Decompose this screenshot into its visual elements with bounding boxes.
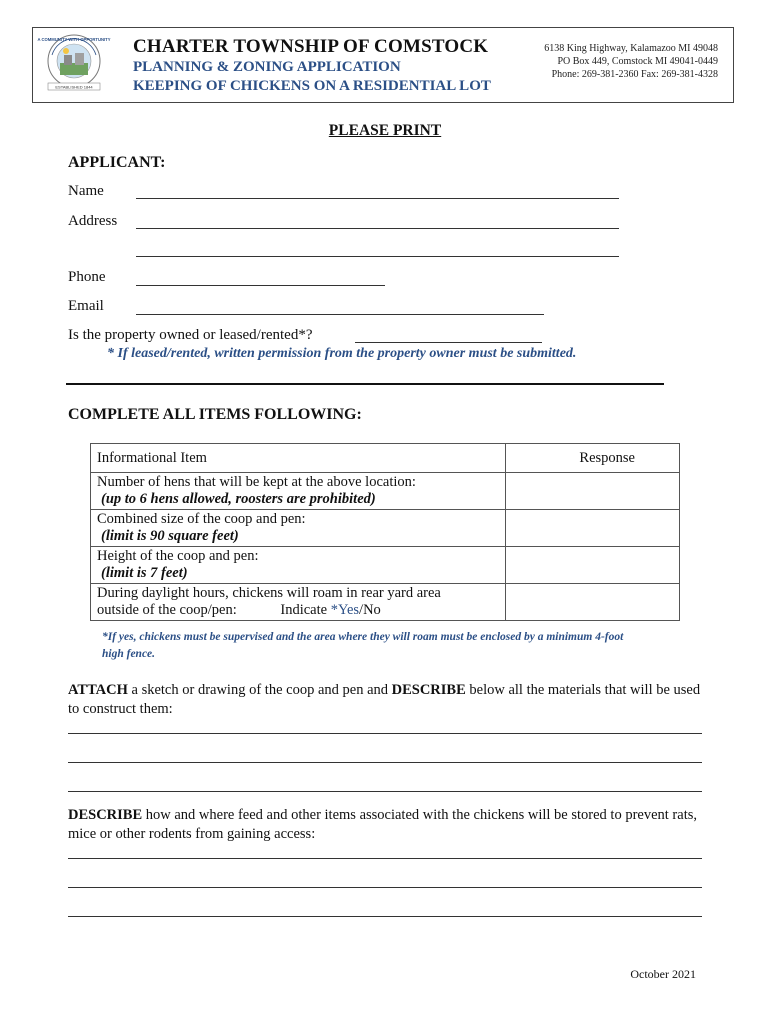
svg-text:ESTABLISHED 1844: ESTABLISHED 1844 bbox=[55, 84, 93, 90]
section-divider bbox=[66, 383, 664, 385]
ownership-field[interactable] bbox=[355, 342, 542, 343]
address-field-line-2[interactable] bbox=[136, 256, 619, 257]
describe-instructions: DESCRIBE how and where feed and other items associated with the chickens will be stored to prevent rats, mice or other rodents from gaining access: bbox=[68, 807, 697, 842]
storage-line-3[interactable] bbox=[68, 916, 702, 917]
storage-line-2[interactable] bbox=[68, 887, 702, 888]
materials-line-3[interactable] bbox=[68, 791, 702, 792]
items-heading: COMPLETE ALL ITEMS FOLLOWING: bbox=[68, 406, 362, 423]
please-print-heading: PLEASE PRINT bbox=[328, 122, 442, 139]
svg-text:A COMMUNITY WITH OPPORTUNITY: A COMMUNITY WITH OPPORTUNITY bbox=[37, 37, 111, 42]
org-name: CHARTER TOWNSHIP OF COMSTOCK bbox=[133, 36, 489, 57]
phone-fax-line: Phone: 269-381-2360 Fax: 269-381-4328 bbox=[551, 69, 718, 80]
application-subtitle: KEEPING OF CHICKENS ON A RESIDENTIAL LOT bbox=[133, 78, 491, 94]
ownership-note: * If leased/rented, written permission from the property owner must be submitted. bbox=[107, 346, 577, 361]
address-line-1: 6138 King Highway, Kalamazoo MI 49048 bbox=[544, 43, 718, 54]
name-label: Name bbox=[68, 183, 104, 199]
attach-instructions: ATTACH a sketch or drawing of the coop and pen and DESCRIBE below all the materials that will be used to construct them: bbox=[68, 682, 701, 717]
ownership-question: Is the property owned or leased/rented*? bbox=[68, 327, 313, 343]
item-coop-height: Height of the coop and pen: (limit is 7 feet) bbox=[91, 547, 506, 584]
item-coop-size: Combined size of the coop and pen: (limit is 90 square feet) bbox=[91, 510, 506, 547]
table-row bbox=[91, 584, 680, 621]
phone-label: Phone bbox=[68, 269, 106, 285]
materials-line-1[interactable] bbox=[68, 733, 702, 734]
table-header-row bbox=[91, 444, 680, 473]
email-field[interactable] bbox=[136, 314, 544, 315]
item-hens-count: Number of hens that will be kept at the above location: (up to 6 hens allowed, roosters are prohibited) bbox=[91, 473, 506, 510]
address-field-line-1[interactable] bbox=[136, 228, 619, 229]
application-title: PLANNING & ZONING APPLICATION bbox=[133, 59, 401, 75]
revision-date: October 2021 bbox=[630, 967, 696, 981]
response-coop-height[interactable] bbox=[506, 547, 680, 584]
applicant-heading: APPLICANT: bbox=[68, 154, 166, 171]
table-row bbox=[91, 473, 680, 510]
address-label: Address bbox=[68, 213, 118, 229]
table-row bbox=[91, 510, 680, 547]
phone-field[interactable] bbox=[136, 285, 385, 286]
response-coop-size[interactable] bbox=[506, 510, 680, 547]
address-line-2: PO Box 449, Comstock MI 49041-0449 bbox=[557, 56, 718, 67]
materials-line-2[interactable] bbox=[68, 762, 702, 763]
table-row bbox=[91, 547, 680, 584]
informational-items-table bbox=[90, 443, 680, 621]
response-roaming[interactable] bbox=[506, 584, 680, 621]
name-field[interactable] bbox=[136, 198, 619, 199]
item-roaming: During daylight hours, chickens will roam in rear yard area outside of the coop/pen: Indicate *Yes/No bbox=[91, 584, 506, 621]
column-header-item: Informational Item bbox=[91, 444, 506, 473]
email-label: Email bbox=[68, 298, 104, 314]
storage-line-1[interactable] bbox=[68, 858, 702, 859]
roaming-footnote: *If yes, chickens must be supervised and the area where they will roam must be enclosed by a minimum 4-foot high fence. bbox=[102, 631, 624, 660]
column-header-response: Response bbox=[506, 444, 680, 473]
no-option[interactable]: /No bbox=[359, 602, 381, 618]
yes-option[interactable]: *Yes bbox=[330, 602, 360, 618]
township-logo bbox=[37, 33, 111, 93]
response-hens-count[interactable] bbox=[506, 473, 680, 510]
